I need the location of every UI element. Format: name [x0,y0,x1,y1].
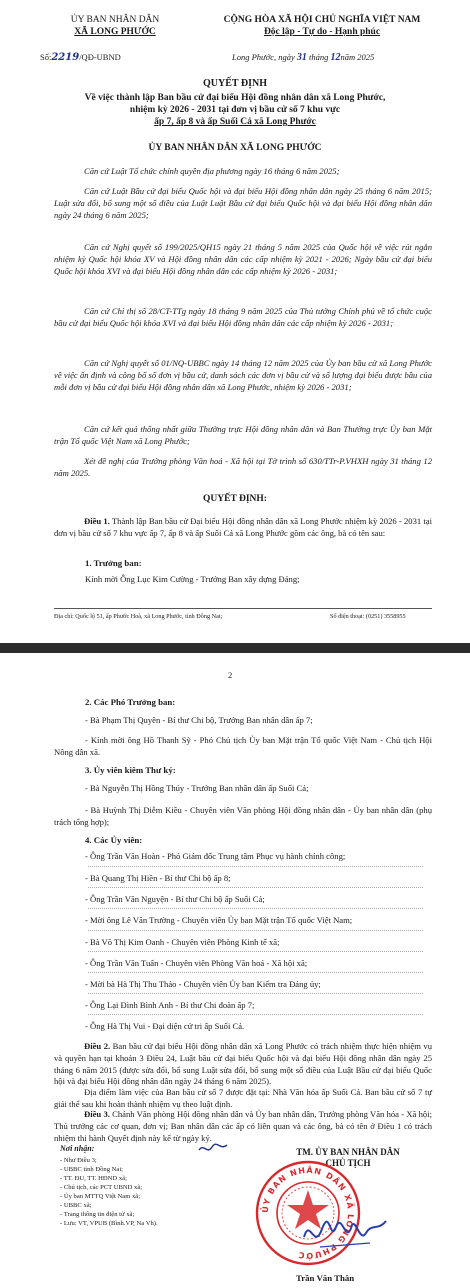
legal-basis: Xét đề nghị của Trưởng phòng Văn hoá - Xã hội tại Tờ trình số 630/TTr-P.VHXH ngày 31 tháng 12 năm 2025. [54,456,432,478]
legal-basis: Căn cứ Nghị quyết số 01/NQ-UBBC ngày 14 tháng 12 năm 2025 của Ủy ban bầu cử xã Long Phước về việc ấn định và công bố số đơn vị bầu cử, danh sách các đơn vị bầu cử và số lượng đại biểu được bầu của mỗi đơn vị bầu cử đại biểu Hội đồng nhân dân xã Long Phước, nhiệm kỳ 2026 - 2031; [54,358,432,392]
article-3 [54,1109,432,1144]
dotted-rule [88,1014,423,1015]
section-1-title: 1. Trưởng ban: [85,558,142,568]
article-1 [54,516,432,540]
section-2-item: - Kính mời ông Hồ Thanh Sỹ - Phó Chủ tịch Ủy ban Mặt trận Tổ quốc Việt Nam - Chủ tịch Hội Nông dân xã. [54,735,432,757]
section-4-item: - Mời ông Lê Văn Trường - Chuyên viên Ủy ban Mặt trận Tổ quốc Việt Nam; [85,915,353,925]
section-2-item: - Bà Phạm Thị Quyên - Bí thư Chi bộ, Trưởng Ban nhân dân ấp 7; [85,715,313,725]
issuing-authority [40,14,190,38]
doc-number-suffix: /QĐ-UBND [79,52,121,62]
section-1-item: Kính mời Ông Lục Kim Cường - Trưởng Ban xây dựng Đảng; [85,574,300,584]
recipients-title: Nơi nhận: [60,1144,95,1153]
signatory-org: TM. ỦY BAN NHÂN DÂN [296,1147,400,1157]
section-4-item: - Bà Quang Thị Hiền - Bí thư Chi bộ ấp 8; [85,873,231,883]
recipient: - Lưu: VT, VPUB (Bình.VP, Na Vh). [60,1220,158,1227]
legal-basis: Căn cứ Chỉ thị số 28/CT-TTg ngày 18 tháng 9 năm 2025 của Thủ tướng Chính phủ về tổ chức cuộc bầu cử đại biểu Quốc hội khóa XVI và đại biểu Hội đồng nhân dân các cấp nhiệm kỳ 2026 - 2031; [54,306,432,328]
authority-line2: XÃ LONG PHƯỚC [74,27,156,37]
subject-line: Về việc thành lập Ban bầu cử đại biểu Hội đồng nhân dân xã Long Phước, [84,93,386,103]
doc-number-prefix: Số: [40,52,52,62]
dotted-rule [88,866,423,867]
page-number: 2 [228,670,233,680]
date-month-label: tháng [309,52,329,62]
signer-name: Trần Văn Thân [296,1273,355,1283]
section-3-item: - Bà Nguyễn Thị Hồng Thúy - Trưởng Ban nhân dân ấp Suối Cả; [85,783,309,793]
section-4-item: - Ông Hà Thị Vui - Đại diện cử tri ấp Suối Cả. [85,1021,245,1031]
recipient: - Chủ tịch, các PCT UBND xã; [60,1184,143,1191]
article-1-text: Thành lập Ban bầu cử Đại biểu Hội đồng nhân dân xã Long Phước nhiệm kỳ 2026 - 2031 tại đơn vị bầu cử số 7 khu vực ấp 7, ấp 8 và ấp Suối Cả xã Long Phước gồm các ông, bà có tên sau: [54,516,432,538]
section-3-title: 3. Ủy viên kiêm Thư ký: [85,765,176,775]
article-2-label: Điều 2. [84,1041,111,1051]
date-month-handwritten: 12 [330,52,341,63]
doc-number-handwritten: 2219 [51,52,80,63]
signatory-title: CHỦ TỊCH [325,1158,371,1168]
recipient: - UBBC tỉnh Đồng Nai; [60,1166,124,1173]
subject-line: ấp 7, ấp 8 và ấp Suối Cả xã Long Phước [154,117,316,127]
authority-line1: ỦY BAN NHÂN DÂN [70,15,160,25]
document-subject [55,92,415,128]
section-2-title: 2. Các Phó Trưởng ban: [85,697,176,707]
dotted-rule [88,972,423,973]
legal-basis: Căn cứ kết quả thống nhất giữa Thường trực Hội đồng nhân dân và Ban Thường trực Ủy ban Mặt trận Tổ quốc Việt Nam xã Long Phước; [54,424,432,446]
recipient: - Như Điều 3; [60,1157,97,1164]
legal-basis: Căn cứ Luật Bầu cử đại biểu Quốc hội và đại biểu Hội đồng nhân dân ngày 25 tháng 6 năm 2015; Luật sửa đổi, bổ sung một số điều của Luật Luật Bầu cử đại biểu Quốc hội và đại biểu Hội đồng nhân dân ngày 24 tháng 6 năm 2025; [54,186,432,220]
page-separator [0,643,470,653]
dotted-rule [88,930,423,931]
document-page-1 [0,0,470,643]
subject-line: nhiệm kỳ 2026 - 2031 tại đơn vị bầu cử số 7 khu vực [129,105,341,115]
nation-name: CỘNG HÒA XÃ HỘI CHỦ NGHĨA VIỆT NAM [223,15,421,25]
article-3-text: Chánh Văn phòng Hội đồng nhân dân và Ủy ban nhân dân, Trưởng phòng Văn hóa - Xã hội; Thủ trưởng các cơ quan, đơn vị; Ban nhân dân các ấp có liên quan và các ông, bà có tên ở Điều 1 có trách nhiệm thi hành Quyết định này kể từ ngày ký. [54,1109,432,1143]
signature-icon [300,1213,390,1253]
seal-ring-text: ỦY BAN NHÂN DÂN XÃ LONG PHƯỚC [260,1165,356,1261]
national-motto [188,14,456,38]
document-number [40,52,121,63]
dotted-rule [88,908,423,909]
footer-divider [54,608,432,609]
section-4-item: - Ông Trần Văn Nguyện - Bí thư Chi bộ ấp Suối Cả; [85,894,265,904]
recipient: - Trang thông tin điện tử xã; [60,1211,135,1218]
issuer-heading: ỦY BAN NHÂN DÂN XÃ LONG PHƯỚC [148,143,322,153]
section-4-item: - Bà Võ Thị Kim Oanh - Chuyên viên Phòng Kinh tế xã; [85,937,280,947]
footer-address: Địa chỉ: Quốc lộ 51, ấp Phước Hoà, xã Long Phước, tỉnh Đồng Nai; [54,613,223,620]
legal-basis: Căn cứ Luật Tổ chức chính quyền địa phương ngày 16 tháng 6 năm 2025; [84,166,340,176]
document-page-2 [0,653,470,1288]
document-title: QUYẾT ĐỊNH [203,78,267,89]
motto: Độc lập - Tự do - Hạnh phúc [263,27,381,37]
legal-basis: Căn cứ Nghị quyết số 199/2025/QH15 ngày 21 tháng 5 năm 2025 của Quốc hội về việc rút ngắn nhiệm kỳ Quốc hội khóa XV và Hội đồng nhân dân các cấp nhiệm kỳ 2021 - 2026; Ngày bầu cử đại biểu Quốc hội khóa XVI và đại biểu Hội đồng nhân dân các cấp nhiệm kỳ 2026 - 2031; [54,242,432,276]
article-2-location: Địa điểm làm việc của Ban bầu cử số 7 được đặt tại: Nhà Văn hóa ấp Suối Cả. Ban bầu cử số 7 tự giải thể sau khi hoàn thành nhiệm vụ theo luật định. [54,1087,432,1109]
recipient: - UBBC xã; [60,1202,92,1209]
article-2-text: Ban bầu cử đại biểu Hội đồng nhân dân xã Long Phước có trách nhiệm thực hiện nhiệm vụ và quyền hạn tại khoản 3 Điều 24, Luật bầu cử đại biểu Quốc hội và đại biểu Hội đồng nhân dân ngày 25 tháng 6 năm 2015 (được sửa đổi, bổ sung Luật sửa đổi, bổ sung một số điều của Luật Bầu cử đại biểu Quốc hội và đại biểu Hội đồng nhân dân ngày 24 tháng 6 năm 2025). [54,1041,433,1087]
dotted-rule [88,887,423,888]
section-4-item: - Mời bà Hà Thị Thu Thảo - Chuyên viên Ủy ban Kiểm tra Đảng ủy; [85,979,321,989]
section-4-title: 4. Các Ủy viên: [85,835,143,845]
decision-heading: QUYẾT ĐỊNH: [203,494,267,504]
article-3-label: Điều 3. [84,1109,110,1119]
dotted-rule [88,951,423,952]
date-line [232,52,374,63]
recipient: - Ủy ban MTTQ Việt Nam xã; [60,1193,141,1200]
section-4-item: - Ông Trần Văn Tuấn - Chuyên viên Phòng Văn hoá - Xã hội xã; [85,958,308,968]
handwritten-stroke-icon [198,1141,228,1155]
date-year: năm 2025 [340,52,375,62]
date-place: Long Phước, ngày [232,52,295,62]
section-4-item: - Ông Lại Đình Bình Anh - Bí thư Chi đoàn ấp 7; [85,1000,255,1010]
section-3-item: - Bà Huỳnh Thị Diễm Kiều - Chuyên viên Văn phòng Hội đồng nhân dân - Ủy ban nhân dân (phụ trách tổng hợp); [54,805,432,827]
date-day-handwritten: 31 [296,52,307,63]
dotted-rule [88,993,423,994]
section-4-item: - Ông Trần Văn Hoàn - Phó Giám đốc Trung tâm Phục vụ hành chính công; [85,851,346,861]
article-1-label: Điều 1. [84,516,110,526]
footer-phone: Số điện thoại: (0251) 3558955 [330,613,406,620]
recipient: - TT. ĐU, TT. HĐND xã; [60,1175,127,1182]
article-2 [54,1041,432,1088]
recipients-list [60,1156,158,1228]
